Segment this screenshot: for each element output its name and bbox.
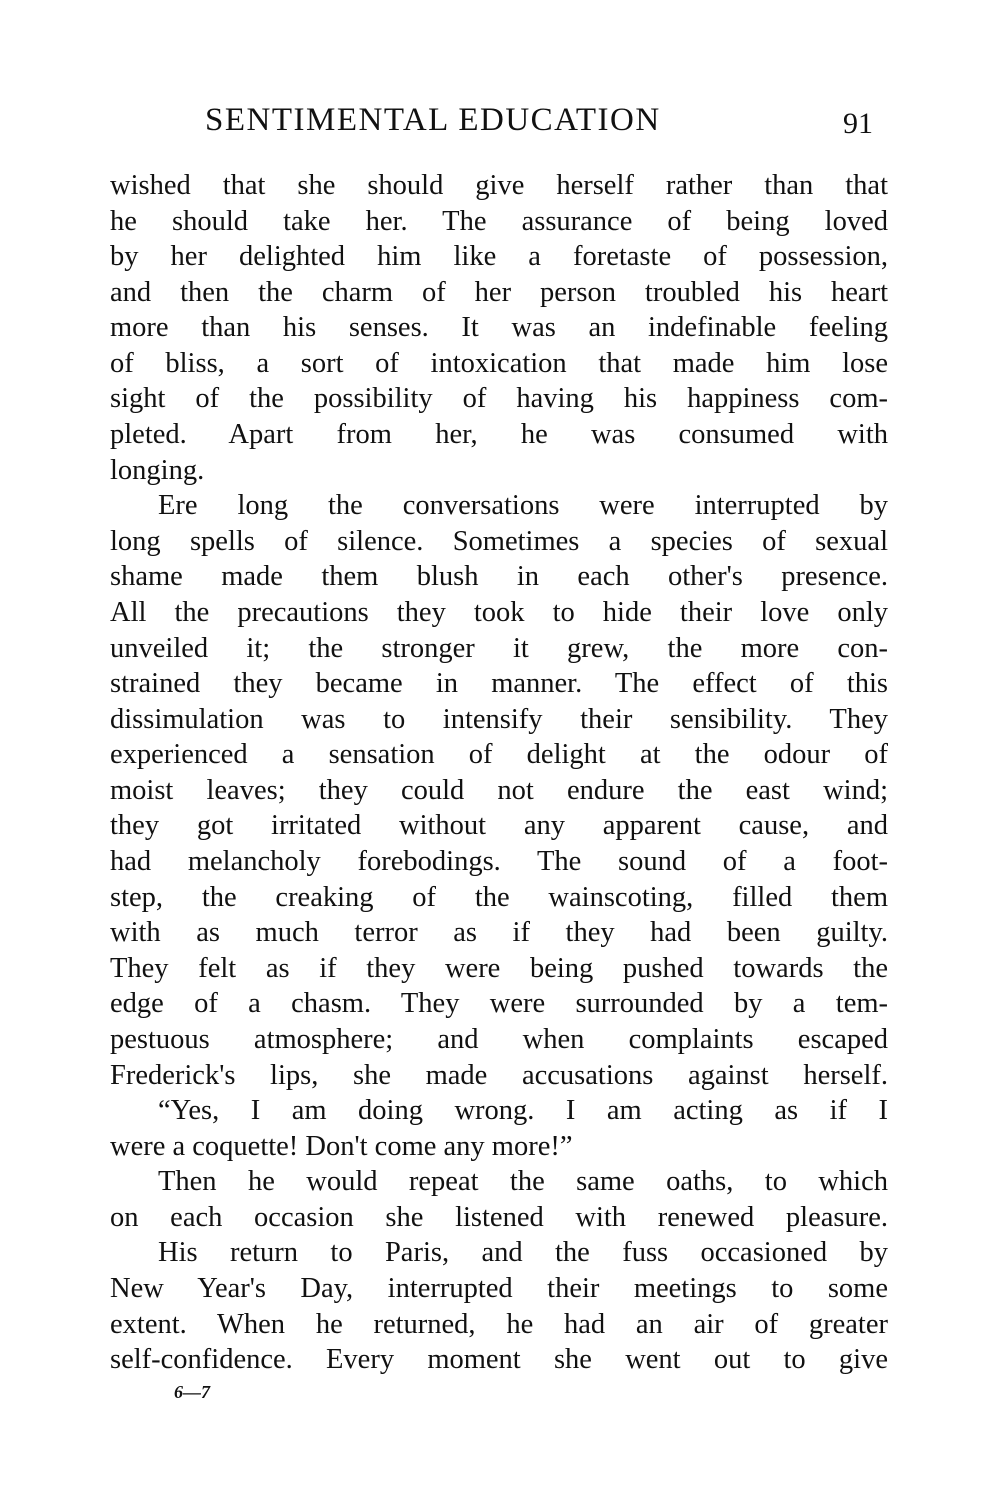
text-line: with as much terror as if they had been guilty.: [110, 917, 888, 949]
text-line: experienced a sensation of delight at the odour of: [110, 739, 888, 771]
text-line: Ere long the conversations were interrupted by: [158, 490, 888, 522]
text-line: step, the creaking of the wainscoting, filled them: [110, 881, 888, 913]
text-line: Then he would repeat the same oaths, to which: [158, 1166, 888, 1198]
page-number: 91: [843, 107, 873, 140]
printer-signature-mark: 6—7: [174, 1382, 210, 1402]
text-line: All the precautions they took to hide their love only: [110, 596, 888, 628]
text-line: pestuous atmosphere; and when complaints escaped: [110, 1023, 888, 1055]
text-line: had melancholy forebodings. The sound of a foot-: [110, 846, 888, 878]
text-line: longing.: [110, 454, 205, 486]
text-line: pleted. Apart from her, he was consumed with: [110, 419, 888, 451]
text-line: unveiled it; the stronger it grew, the more con-: [110, 632, 888, 664]
text-line: extent. When he returned, he had an air of greater: [110, 1308, 888, 1340]
text-line: dissimulation was to intensify their sensibility. They: [110, 703, 888, 735]
text-line: and then the charm of her person troubled his heart: [110, 276, 888, 308]
text-line: edge of a chasm. They were surrounded by a tem-: [110, 988, 888, 1020]
text-line: sight of the possibility of having his happiness com-: [110, 383, 888, 415]
running-header-title: SENTIMENTAL EDUCATION: [205, 102, 661, 138]
text-line: self-confidence. Every moment she went out to give: [110, 1344, 888, 1376]
text-line: They felt as if they were being pushed towards the: [110, 952, 888, 984]
text-line: moist leaves; they could not endure the east wind;: [110, 774, 888, 806]
text-line: by her delighted him like a foretaste of possession,: [110, 241, 888, 273]
text-line: more than his senses. It was an indefinable feeling: [110, 312, 888, 344]
text-line: shame made them blush in each other's presence.: [110, 561, 888, 593]
text-line: he should take her. The assurance of being loved: [110, 205, 888, 237]
text-line: were a coquette! Don't come any more!”: [110, 1130, 573, 1162]
text-line: wished that she should give herself rather than that: [110, 170, 888, 201]
text-line: His return to Paris, and the fuss occasioned by: [158, 1237, 888, 1269]
text-line: strained they became in manner. The effect of this: [110, 668, 888, 700]
text-line: on each occasion she listened with renewed pleasure.: [110, 1201, 888, 1233]
text-line: “Yes, I am doing wrong. I am acting as if I: [158, 1095, 888, 1127]
text-line: long spells of silence. Sometimes a species of sexual: [110, 525, 888, 557]
text-line: of bliss, a sort of intoxication that made him lose: [110, 347, 888, 379]
text-line: Frederick's lips, she made accusations against herself.: [110, 1059, 888, 1091]
text-line: New Year's Day, interrupted their meetings to some: [110, 1272, 888, 1304]
text-line: they got irritated without any apparent cause, and: [110, 810, 888, 842]
